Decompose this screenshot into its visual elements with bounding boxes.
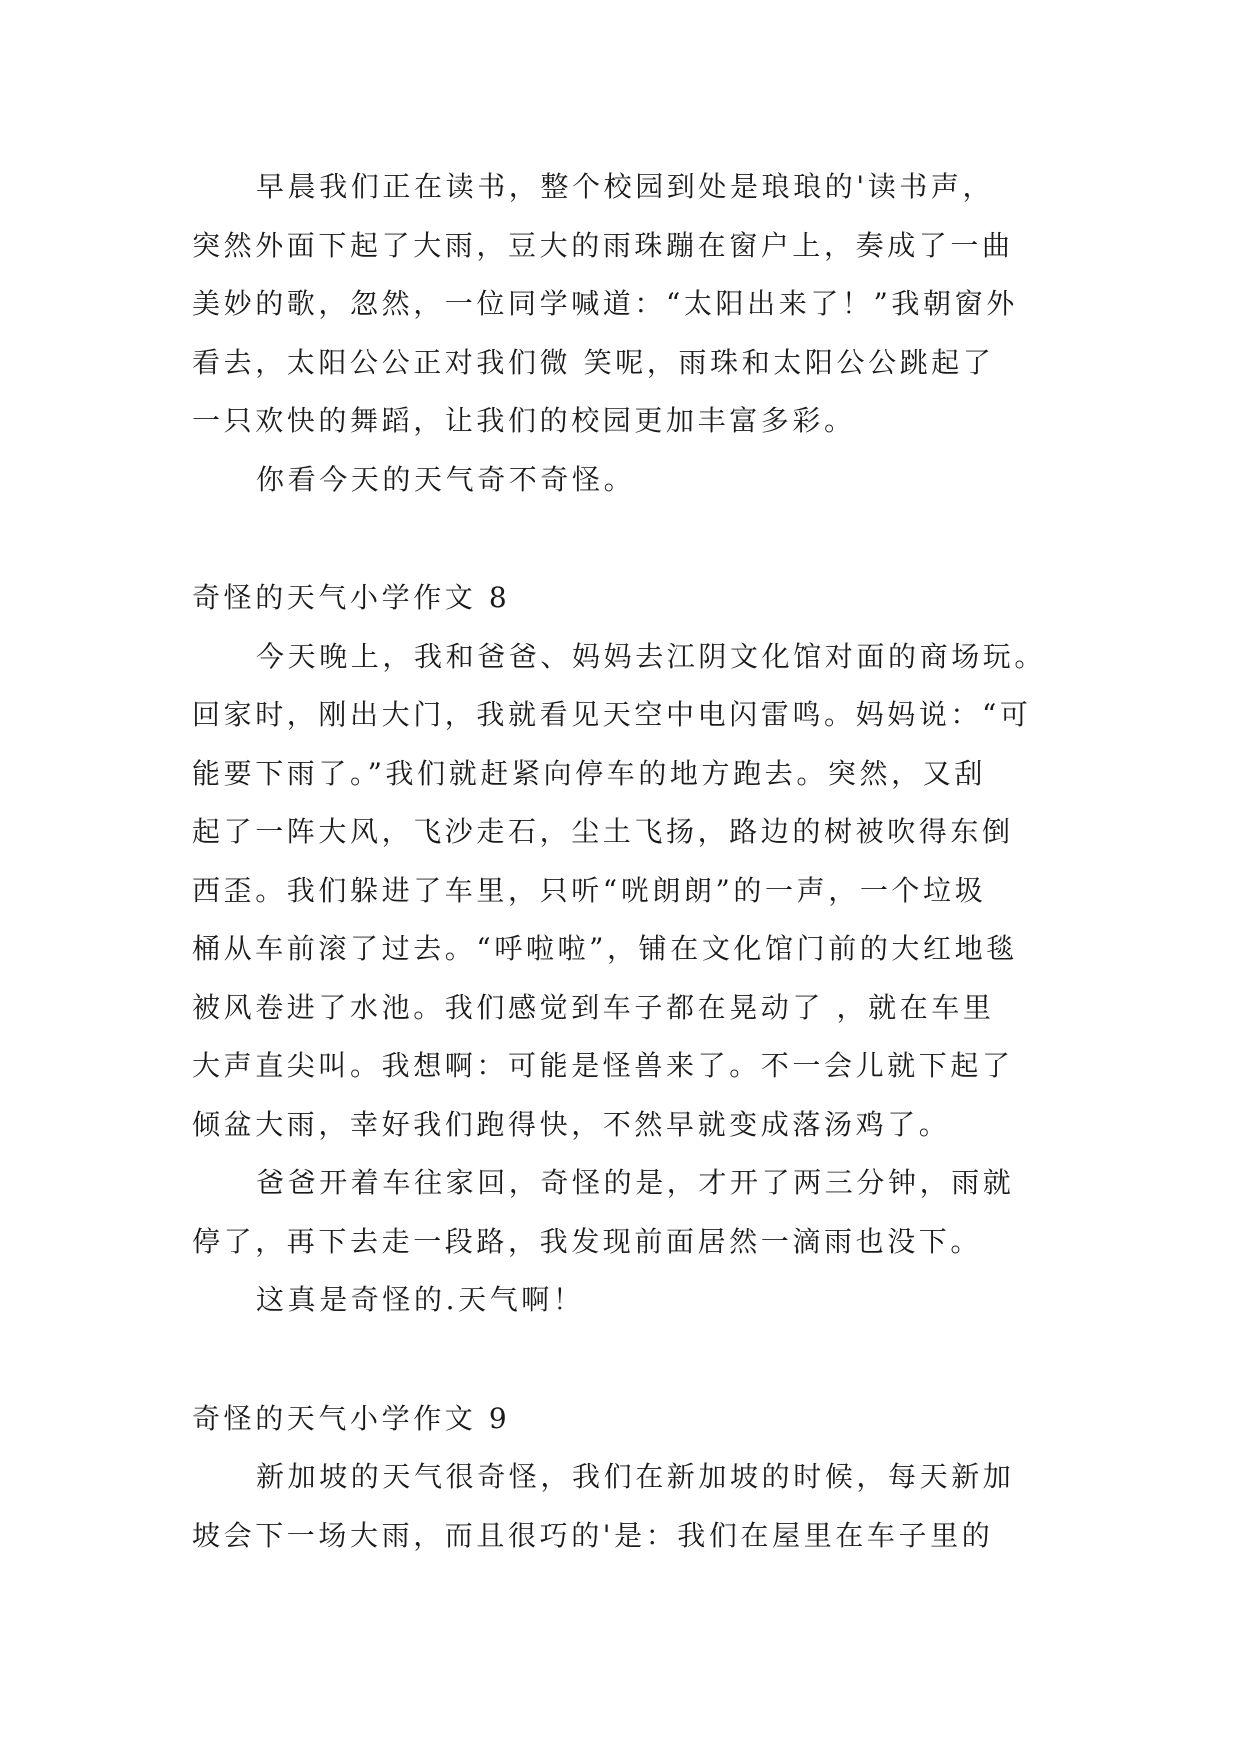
text-line: 爸爸开着车往家回，奇怪的是，才开了两三分钟，雨就 — [256, 1166, 1015, 1199]
document-body — [192, 158, 1062, 1565]
text-line: 看去，太阳公公正对我们微 笑呢，雨珠和太阳公公跳起了 — [192, 345, 995, 379]
text-line: 停了，再下去走一段路，我发现前面居然一滴雨也没下。 — [192, 1224, 983, 1258]
text-line: 突然外面下起了大雨，豆大的雨珠蹦在窗户上，奏成了一曲 — [192, 228, 1014, 262]
text-line: 被风卷进了水池。我们感觉到车子都在晃动了 ，就在车里 — [192, 990, 995, 1024]
text-line: 早晨我们正在读书，整个校园到处是琅琅的'读书声， — [256, 170, 995, 203]
paragraph — [192, 158, 1062, 451]
text-line: 美妙的歌，忽然，一位同学喊道：“太阳出来了！”我朝窗外 — [192, 287, 1018, 320]
text-line: 桶从车前滚了过去。“呼啦啦”，铺在文化馆门前的大红地毯 — [192, 932, 1018, 965]
text-line: 大声直尖叫。我想啊：可能是怪兽来了。不一会儿就下起了 — [192, 1049, 1014, 1082]
text-line: 西歪。我们躲进了车里，只听“咣朗朗”的一声，一个垃圾 — [192, 873, 987, 907]
text-line: 回家时，刚出大门，我就看见天空中电闪雷鸣。妈妈说：“可 — [192, 698, 1032, 731]
text-line: 坡会下一场大雨，而且很巧的'是：我们在屋里在车子里的 — [192, 1518, 994, 1552]
section-heading: 奇怪的天气小学作文 9 — [192, 1401, 511, 1435]
paragraph — [192, 628, 1062, 1155]
text-line: 倾盆大雨，幸好我们跑得快，不然早就变成落汤鸡了。 — [192, 1107, 951, 1141]
text-line: 能要下雨了。”我们就赶紧向停车的地方跑去。突然，又刮 — [192, 756, 986, 790]
section-essay-8 — [192, 569, 1062, 1330]
text-line: 这真是奇怪的.天气啊！ — [256, 1283, 585, 1316]
text-line: 今天晚上，我和爸爸、妈妈去江阴文化馆对面的商场玩。 — [256, 639, 1047, 673]
text-line: 新加坡的天气很奇怪，我们在新加坡的时候，每天新加 — [256, 1460, 1015, 1493]
text-line: 起了一阵大风，飞沙走石，尘土飞扬，路边的树被吹得东倒 — [192, 815, 1014, 848]
section-continuation — [192, 158, 1062, 509]
paragraph — [192, 1448, 1062, 1565]
text-line: 你看今天的天气奇不奇怪。 — [256, 462, 636, 496]
paragraph — [192, 1271, 1062, 1330]
paragraph — [192, 451, 1062, 510]
section-essay-9 — [192, 1390, 1062, 1566]
text-line: 一只欢快的舞蹈，让我们的校园更加丰富多彩。 — [192, 404, 856, 437]
section-heading: 奇怪的天气小学作文 8 — [192, 581, 511, 614]
section-gap — [192, 1330, 1062, 1390]
paragraph — [192, 1154, 1062, 1271]
section-gap — [192, 509, 1062, 569]
